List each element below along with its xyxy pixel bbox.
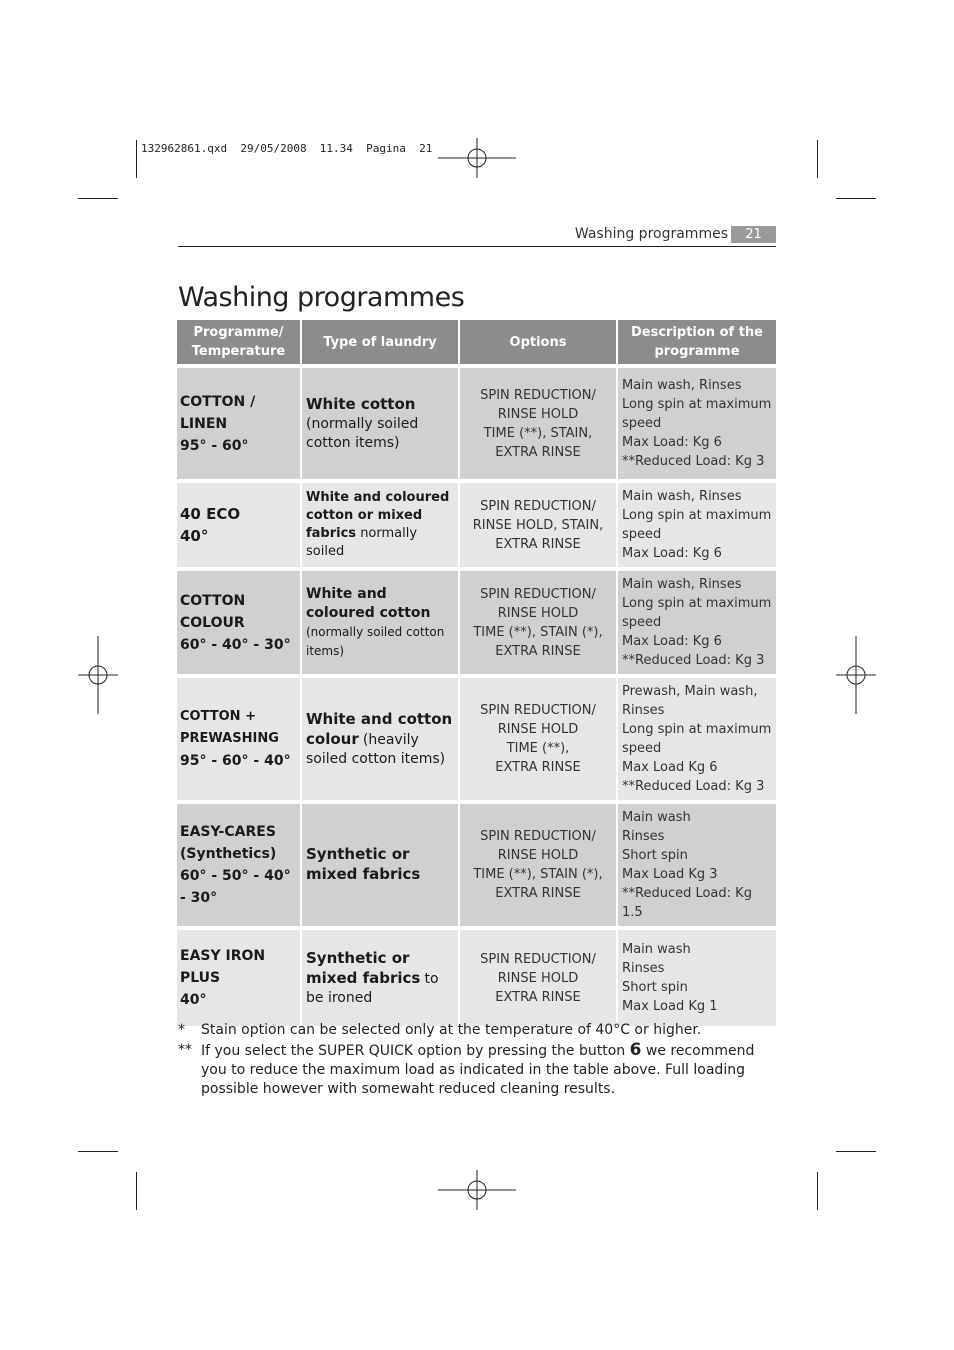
running-header-section: Washing programmes [574, 226, 728, 242]
registration-mark-icon [836, 636, 876, 714]
footnote-symbol: ** [178, 1042, 192, 1058]
programme-cell [177, 678, 301, 800]
option-line: EXTRA RINSE [495, 536, 581, 552]
programme-name: EASY-CARES [180, 824, 276, 840]
programme-temperature: 40° [180, 527, 209, 545]
option-line: EXTRA RINSE [495, 444, 581, 460]
laundry-note: (normally soiled cotton items) [306, 415, 419, 451]
crop-mark [817, 140, 818, 178]
options-cell [459, 678, 617, 800]
programme-temperature: 95° - 60° - 40° [180, 753, 291, 769]
crop-mark [78, 1151, 118, 1152]
description-line: Max Load Kg 1 [622, 999, 718, 1014]
option-line: TIME (**), STAIN (*), [473, 624, 603, 640]
options-cell [459, 368, 617, 479]
laundry-type: White cotton [306, 394, 416, 413]
table-row [177, 804, 776, 926]
footnote-text: If you select the SUPER QUICK option by pressing the button [201, 1043, 626, 1059]
option-line: SPIN REDUCTION/ [480, 703, 596, 718]
description-cell [617, 804, 776, 926]
description-line: Max Load: Kg 6 [622, 634, 722, 649]
options-cell [459, 571, 617, 674]
description-line: Max Load Kg 6 [622, 760, 718, 775]
laundry-note: (heavily soiled cotton items) [306, 731, 446, 767]
option-line: SPIN REDUCTION/ [480, 387, 596, 403]
programme-temperature: 95° - 60° [180, 437, 249, 454]
registration-mark-icon [438, 138, 516, 178]
programme-temperature: 40° [180, 992, 207, 1008]
option-line: EXTRA RINSE [495, 643, 581, 659]
option-line: SPIN REDUCTION/ [480, 498, 596, 514]
footnote-symbol: * [178, 1022, 185, 1038]
option-line: TIME (**), STAIN (*), [473, 867, 603, 882]
programme-name: COTTON + [180, 709, 256, 724]
table-row [177, 678, 776, 800]
description-cell [617, 368, 776, 479]
programme-name: EASY IRON PLUS [180, 948, 266, 986]
options-cell [459, 483, 617, 567]
description-line: **Reduced Load: Kg 1.5 [622, 886, 752, 920]
laundry-cell [301, 483, 459, 567]
description-line: Main wash [622, 942, 691, 957]
option-line: RINSE HOLD [497, 848, 579, 863]
programme-cell [177, 571, 301, 674]
programme-table [177, 320, 776, 1026]
options-cell [459, 930, 617, 1026]
column-header: Options [459, 320, 617, 364]
description-line: **Reduced Load: Kg 3 [622, 779, 765, 794]
option-line: RINSE HOLD, STAIN, [472, 517, 604, 533]
button-number: 6 [629, 1040, 642, 1060]
crop-mark [836, 198, 876, 199]
description-line: Rinses [622, 829, 665, 844]
laundry-cell [301, 571, 459, 674]
footnote-text: Stain option can be selected only at the temperature of 40°C or higher. [201, 1022, 702, 1038]
programme-cell [177, 804, 301, 926]
description-line: Main wash [622, 810, 691, 825]
laundry-type: White and coloured cotton [306, 585, 431, 621]
crop-mark [136, 1172, 137, 1210]
laundry-cell [301, 368, 459, 479]
option-line: SPIN REDUCTION/ [480, 829, 596, 844]
option-line: TIME (**), [506, 741, 570, 756]
footnote [178, 1021, 778, 1040]
table-row [177, 571, 776, 674]
description-line: Main wash, Rinses [622, 378, 742, 393]
description-line: Main wash, Rinses [622, 577, 742, 592]
column-header: Programme/ Temperature [177, 320, 301, 364]
footnote [178, 1041, 778, 1099]
description-line: **Reduced Load: Kg 3 [622, 653, 765, 668]
programme-name: (Synthetics) [180, 846, 277, 862]
description-line: Rinses [622, 961, 665, 976]
table-row [177, 368, 776, 479]
print-slug: 132962861.qxd 29/05/2008 11.34 Pagina 21 [141, 142, 433, 155]
description-line: Long spin at maximum speed [622, 508, 772, 542]
description-cell [617, 483, 776, 567]
table-row [177, 930, 776, 1026]
laundry-note: (normally soiled cotton items) [306, 624, 445, 658]
page-title: Washing programmes [178, 282, 465, 313]
description-line: Prewash, Main wash, Rinses [622, 684, 758, 718]
description-line: Max Load: Kg 6 [622, 546, 722, 561]
option-line: RINSE HOLD [497, 605, 579, 621]
laundry-note: to be ironed [306, 970, 439, 1006]
laundry-cell [301, 678, 459, 800]
programme-cell [177, 930, 301, 1026]
laundry-type: White and coloured cotton or mixed fabrics [306, 490, 450, 541]
programme-name: 40 ECO [180, 505, 241, 523]
option-line: EXTRA RINSE [495, 989, 581, 1005]
description-line: **Reduced Load: Kg 3 [622, 454, 765, 469]
crop-mark [817, 1172, 818, 1210]
description-line: Max Load Kg 3 [622, 867, 718, 882]
column-header: Type of laundry [301, 320, 459, 364]
footnotes [178, 1021, 778, 1100]
registration-mark-icon [78, 636, 118, 714]
running-header [178, 224, 776, 247]
description-cell [617, 930, 776, 1026]
options-cell [459, 804, 617, 926]
table-row [177, 483, 776, 567]
description-line: Long spin at maximum speed [622, 722, 772, 756]
option-line: SPIN REDUCTION/ [480, 951, 596, 967]
laundry-cell [301, 804, 459, 926]
laundry-type: Synthetic or mixed fabrics [306, 845, 421, 883]
description-line: Long spin at maximum speed [622, 596, 772, 630]
crop-mark [78, 198, 118, 199]
laundry-note: normally soiled [306, 526, 418, 559]
laundry-cell [301, 930, 459, 1026]
crop-mark [836, 1151, 876, 1152]
crop-mark [136, 140, 137, 178]
option-line: SPIN REDUCTION/ [480, 586, 596, 602]
programme-name: COTTON / LINEN [180, 393, 256, 432]
programme-cell [177, 368, 301, 479]
option-line: RINSE HOLD [497, 722, 579, 737]
programme-name: PREWASHING [180, 731, 279, 746]
option-line: TIME (**), STAIN, [483, 425, 593, 441]
programme-cell [177, 483, 301, 567]
description-line: Main wash, Rinses [622, 489, 742, 504]
option-line: RINSE HOLD [497, 970, 579, 986]
description-line: Max Load: Kg 6 [622, 435, 722, 450]
description-cell [617, 678, 776, 800]
footnote-text: we recommend you to reduce the maximum load as indicated in the table above. Full loading possible however with somewaht reduced cleaning results. [201, 1043, 755, 1097]
option-line: EXTRA RINSE [495, 760, 581, 775]
column-header: Description of the programme [617, 320, 776, 364]
programme-name: COTTON COLOUR [180, 592, 246, 631]
option-line: RINSE HOLD [497, 406, 579, 422]
laundry-type: Synthetic or mixed fabrics [306, 948, 421, 987]
programme-temperature: 60° - 50° - 40° - 30° [180, 868, 291, 906]
option-line: EXTRA RINSE [495, 886, 581, 901]
table-header-row [177, 320, 776, 364]
registration-mark-icon [438, 1170, 516, 1210]
description-line: Long spin at maximum speed [622, 397, 772, 431]
page-number: 21 [731, 226, 776, 243]
description-cell [617, 571, 776, 674]
laundry-type: White and cotton colour [306, 709, 453, 748]
programme-temperature: 60° - 40° - 30° [180, 636, 291, 653]
description-line: Short spin [622, 848, 688, 863]
description-line: Short spin [622, 980, 688, 995]
